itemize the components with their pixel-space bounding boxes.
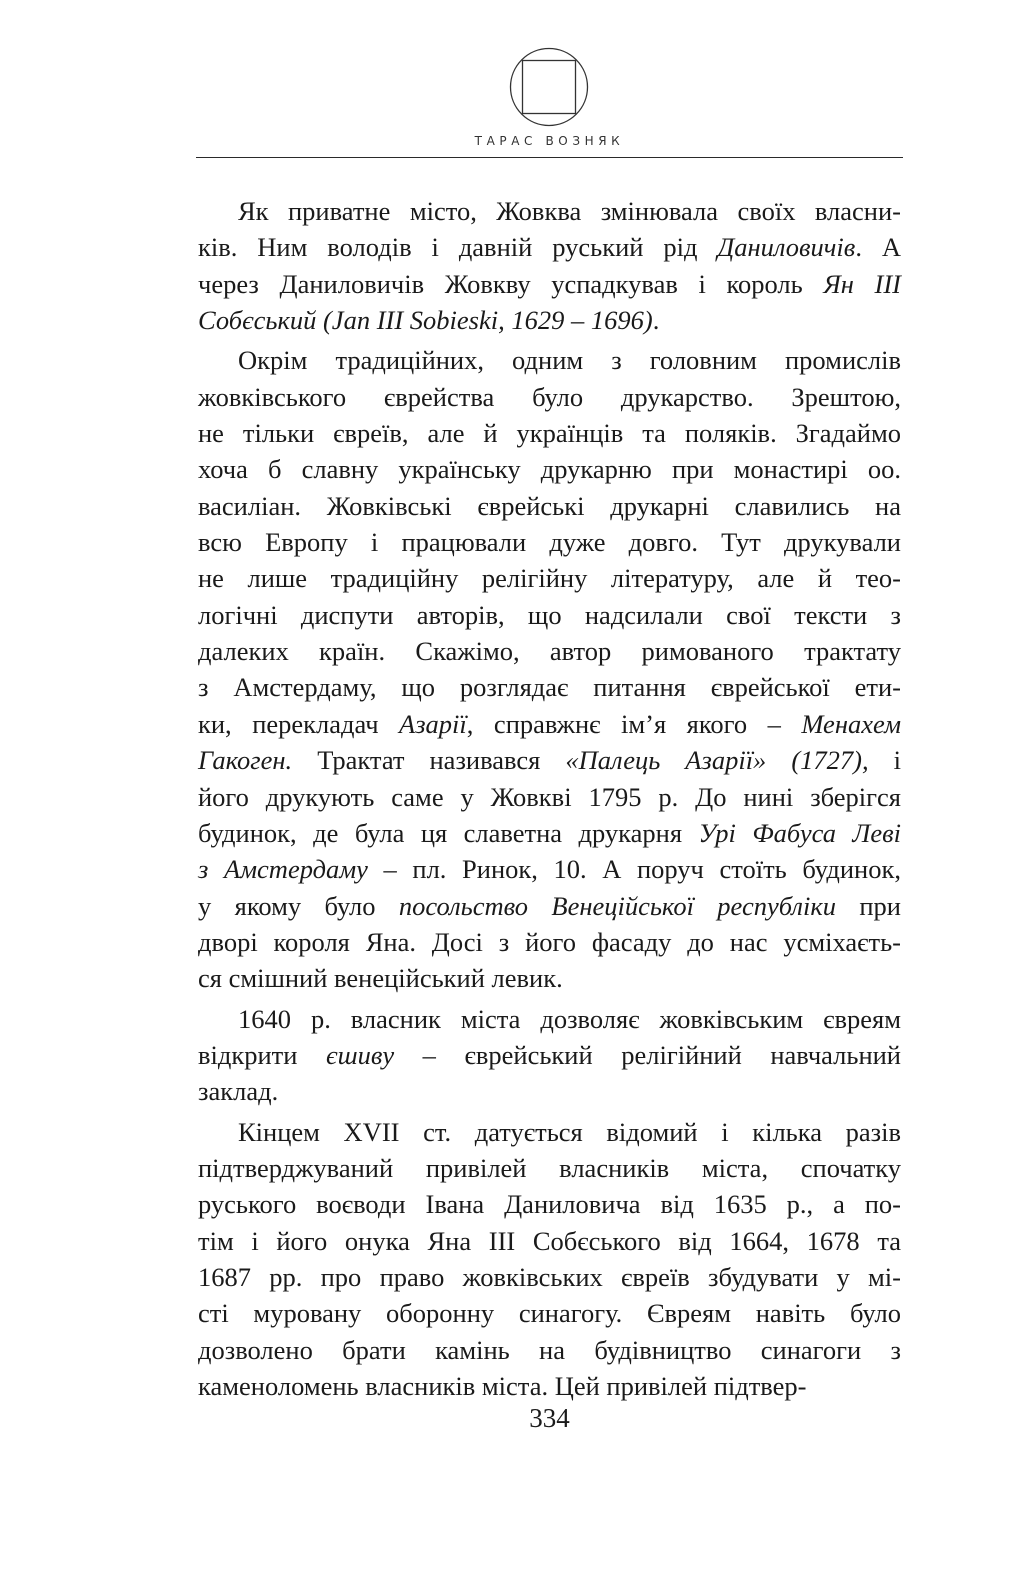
text-run: не тільки євреїв, але й українців та поляків. Згадаймо: [198, 418, 901, 449]
text-line: [198, 669, 901, 705]
text-line: [198, 815, 901, 851]
italic-run: з Амстердаму: [198, 854, 368, 885]
text-line: [198, 742, 901, 778]
text-run: Трактат називався: [292, 745, 566, 776]
text-line: [198, 706, 901, 742]
text-run: – єврейський релігійний навчальний: [394, 1039, 901, 1070]
italic-run: «Палець Азарії» (1727),: [565, 745, 869, 776]
italic-run: Ян III: [823, 268, 901, 299]
text-line: [198, 415, 901, 451]
text-run: ся смішний венецiйський левик.: [198, 963, 563, 994]
text-run: підтверджуваний привілей власників міста, спочатку: [198, 1152, 901, 1183]
text-run: при: [835, 890, 901, 921]
text-line: [198, 1223, 901, 1259]
text-run: 1687 рр. про право жовківських євреїв збудувати у мі-: [198, 1261, 901, 1292]
text-line: [198, 1001, 901, 1037]
text-line: [198, 888, 901, 924]
italic-run: Азарії: [399, 708, 467, 739]
text-line: [198, 302, 901, 338]
text-line: [198, 633, 901, 669]
header-rule: [196, 157, 903, 158]
text-run: жовківського єврейства було друкарство. Зрештою,: [198, 381, 901, 412]
italic-run: Собєський (Jan III Sobieski, 1629 – 1696): [198, 305, 653, 336]
text-line: [198, 1259, 901, 1295]
text-line: [198, 851, 901, 887]
italic-run: Урі Фабуса Леві: [698, 817, 901, 848]
text-line: [198, 229, 901, 265]
text-line: [198, 266, 901, 302]
text-run: не лише традиційну релігійну літературу, але й тео-: [198, 563, 901, 594]
text-run: Окрім традиційних, одним з головним промислів: [238, 345, 901, 376]
text-line: [198, 1332, 901, 1368]
text-run: далеких країн. Скажімо, автор римованого трактату: [198, 636, 901, 667]
text-run: дозволено брати камінь на будівництво синагоги з: [198, 1334, 901, 1365]
text-run: логічні диспути авторів, що надсилали свої тексти з: [198, 599, 901, 630]
text-run: – пл. Ринок, 10. А поруч стоїть будинок,: [367, 854, 901, 885]
text-run: заклад.: [198, 1076, 279, 1107]
text-run: відкрити: [198, 1039, 327, 1070]
text-line: [198, 524, 901, 560]
text-line: [198, 193, 901, 229]
text-run: каменоломень власників міста. Цей привілей підтвер-: [198, 1371, 807, 1401]
text-line: [198, 1037, 901, 1073]
text-run: .: [652, 305, 660, 336]
text-run: Як приватне місто, Жовква змінювала своїх власни-: [238, 196, 901, 226]
text-run: ків. Ним володів і давній руський рід: [198, 232, 718, 263]
text-run: будинок, де була ця славетна друкарня: [198, 817, 699, 848]
text-line: [198, 779, 901, 815]
text-run: дворі короля Яна. Досі з його фасаду до нас усміхаєть-: [198, 926, 901, 957]
text-run: сті муровану оборонну синагогу. Євреям навіть було: [198, 1298, 901, 1329]
text-line: [198, 924, 901, 960]
text-run: і: [868, 745, 901, 776]
text-run: . А: [855, 232, 901, 263]
text-run: хоча б славну українську друкарню при монастирі оо.: [198, 454, 901, 485]
text-run: з Амстердаму, що розглядає питання єврейської ети-: [198, 672, 901, 703]
text-line: [198, 451, 901, 487]
running-head: ТАРАС ВОЗНЯК: [474, 134, 625, 148]
text-run: , справжнє ім’я якого –: [466, 708, 802, 739]
page-number: 334: [529, 1403, 570, 1433]
text-line: [198, 1150, 901, 1186]
text-run: ки, перекладач: [198, 708, 400, 739]
italic-run: Даниловичів: [717, 232, 856, 263]
text-line: [198, 1368, 901, 1404]
text-line: [198, 1295, 901, 1331]
text-run: василіан. Жовківські єврейські друкарні славились на: [198, 490, 901, 521]
text-run: через Даниловичів Жовкву успадкував і король: [198, 268, 824, 299]
text-run: тім і його онука Яна III Собєського від 1664, 1678 та: [198, 1225, 901, 1256]
text-line: [198, 1186, 901, 1222]
text-run: його друкують саме у Жовкві 1795 р. До нині зберігся: [198, 781, 901, 812]
italic-run: Менахем: [801, 708, 901, 739]
circle-square-logo-icon: [509, 47, 589, 127]
text-line: [198, 597, 901, 633]
text-line: [198, 1114, 901, 1150]
text-run: всю Европу і працювали дуже довго. Тут друкували: [198, 527, 901, 558]
text-line: [198, 342, 901, 378]
text-line: [198, 960, 901, 996]
italic-run: Гакоген.: [198, 745, 293, 776]
italic-run: єшиву: [326, 1039, 395, 1070]
text-line: [198, 379, 901, 415]
text-line: [198, 488, 901, 524]
text-line: [198, 1073, 901, 1109]
text-run: у якому було: [198, 890, 399, 921]
text-run: руського воєводи Івана Даниловича від 1635 р., а по-: [198, 1189, 901, 1220]
text-run: Кінцем XVII ст. датується відомий і кілька разів: [238, 1116, 901, 1147]
italic-run: посольство Венеційської республіки: [398, 890, 836, 921]
text-line: [198, 560, 901, 596]
body-text: [198, 193, 901, 1404]
text-run: 1640 р. власник міста дозволяє жовківським євреям: [238, 1003, 901, 1034]
